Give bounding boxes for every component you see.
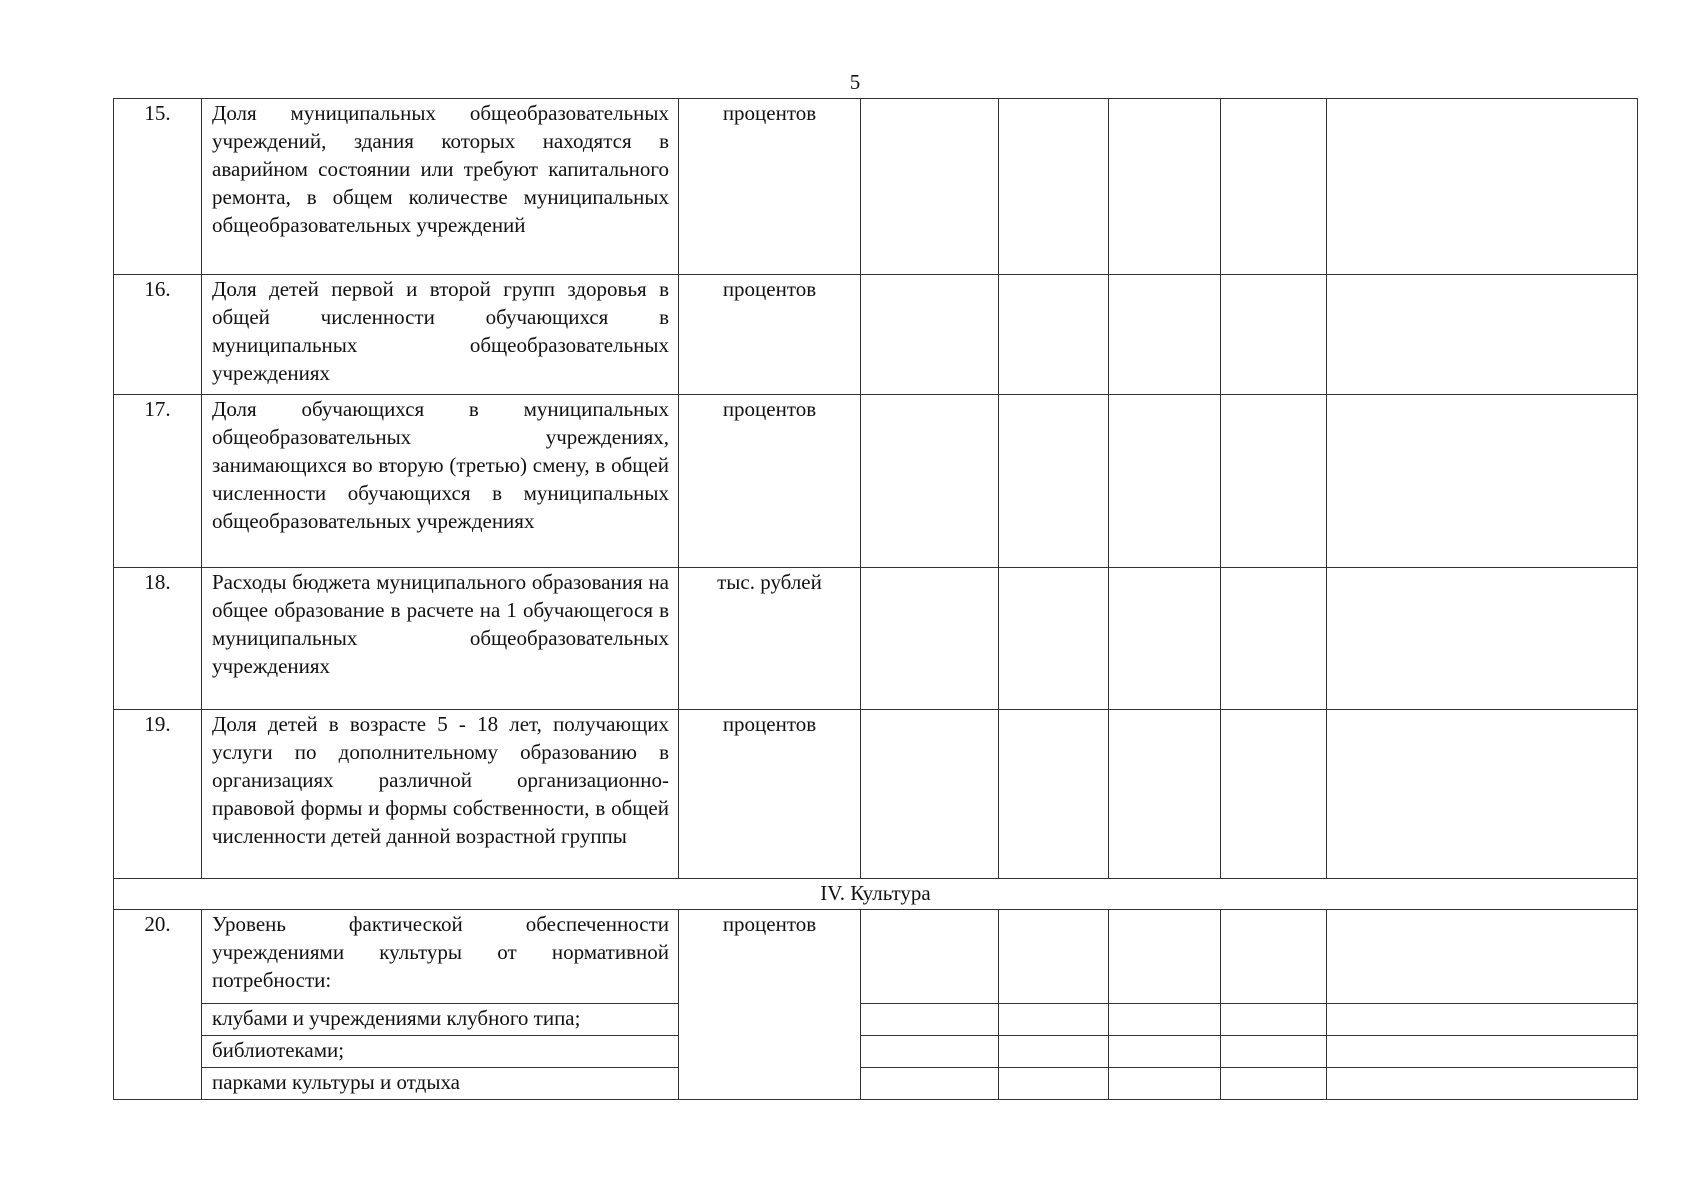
section-header-row: [114, 879, 1638, 910]
unit-of-measure: процентов: [679, 99, 861, 275]
note-cell: [1327, 99, 1638, 275]
sub-item-row: [114, 1036, 1638, 1068]
table-row: [114, 275, 1638, 395]
indicators-table: [113, 98, 1638, 1100]
value-cell: [861, 568, 999, 710]
row-number: 18.: [114, 568, 202, 710]
table-row: [114, 910, 1638, 1004]
note-cell: [1327, 1036, 1638, 1068]
value-cell: [861, 1068, 999, 1100]
value-cell: [999, 710, 1109, 879]
section-title: IV. Культура: [114, 879, 1638, 910]
page-number: 5: [849, 70, 861, 94]
value-cell: [1109, 99, 1221, 275]
value-cell: [861, 275, 999, 395]
row-number: 16.: [114, 275, 202, 395]
indicator-name: Уровень фактической обеспеченности учреждениями культуры от нормативной потребности:: [202, 910, 679, 1004]
value-cell: [1109, 395, 1221, 568]
sub-item-parks: парками культуры и отдыха: [202, 1068, 679, 1100]
value-cell: [1109, 910, 1221, 1004]
value-cell: [999, 568, 1109, 710]
value-cell: [1109, 568, 1221, 710]
note-cell: [1327, 275, 1638, 395]
value-cell: [1221, 568, 1327, 710]
sub-item-row: [114, 1004, 1638, 1036]
value-cell: [1221, 395, 1327, 568]
value-cell: [1221, 99, 1327, 275]
sub-item-libraries: библиотеками;: [202, 1036, 679, 1068]
value-cell: [1221, 910, 1327, 1004]
row-number: 20.: [114, 910, 202, 1100]
table-row: [114, 99, 1638, 275]
unit-of-measure: процентов: [679, 910, 861, 1100]
value-cell: [861, 710, 999, 879]
note-cell: [1327, 910, 1638, 1004]
indicator-name: Доля муниципальных общеобразовательных учреждений, здания которых находятся в аварийном состоянии или требуют капитального ремонта, в общем количестве муниципальных общеобразовательных учреждений: [202, 99, 679, 275]
value-cell: [1221, 1068, 1327, 1100]
indicator-name: Доля детей в возрасте 5 - 18 лет, получающих услуги по дополнительному образованию в организациях различной организационно-правовой формы и формы собственности, в общей численности детей данной возрастной группы: [202, 710, 679, 879]
value-cell: [1221, 275, 1327, 395]
value-cell: [999, 1036, 1109, 1068]
value-cell: [1109, 1036, 1221, 1068]
row-number: 19.: [114, 710, 202, 879]
value-cell: [1109, 1004, 1221, 1036]
value-cell: [999, 99, 1109, 275]
value-cell: [999, 395, 1109, 568]
indicator-name: Расходы бюджета муниципального образования на общее образование в расчете на 1 обучающегося в муниципальных общеобразовательных учреждениях: [202, 568, 679, 710]
unit-of-measure: процентов: [679, 275, 861, 395]
value-cell: [999, 1068, 1109, 1100]
value-cell: [1109, 710, 1221, 879]
value-cell: [1109, 275, 1221, 395]
value-cell: [1221, 1004, 1327, 1036]
note-cell: [1327, 1068, 1638, 1100]
row-number: 17.: [114, 395, 202, 568]
note-cell: [1327, 395, 1638, 568]
indicator-name: Доля обучающихся в муниципальных общеобразовательных учреждениях, занимающихся во вторую (третью) смену, в общей численности обучающихся в муниципальных общеобразовательных учреждениях: [202, 395, 679, 568]
value-cell: [861, 99, 999, 275]
table-row: [114, 568, 1638, 710]
value-cell: [861, 1036, 999, 1068]
unit-of-measure: процентов: [679, 710, 861, 879]
note-cell: [1327, 1004, 1638, 1036]
unit-of-measure: тыс. рублей: [679, 568, 861, 710]
indicator-name: Доля детей первой и второй групп здоровья в общей численности обучающихся в муниципальных общеобразовательных учреждениях: [202, 275, 679, 395]
value-cell: [999, 1004, 1109, 1036]
table-row: [114, 710, 1638, 879]
value-cell: [1221, 710, 1327, 879]
table-row: [114, 395, 1638, 568]
value-cell: [861, 910, 999, 1004]
row-number: 15.: [114, 99, 202, 275]
unit-of-measure: процентов: [679, 395, 861, 568]
value-cell: [999, 275, 1109, 395]
sub-item-row: [114, 1068, 1638, 1100]
note-cell: [1327, 710, 1638, 879]
value-cell: [1221, 1036, 1327, 1068]
note-cell: [1327, 568, 1638, 710]
value-cell: [1109, 1068, 1221, 1100]
value-cell: [861, 1004, 999, 1036]
value-cell: [861, 395, 999, 568]
value-cell: [999, 910, 1109, 1004]
sub-item-clubs: клубами и учреждениями клубного типа;: [202, 1004, 679, 1036]
